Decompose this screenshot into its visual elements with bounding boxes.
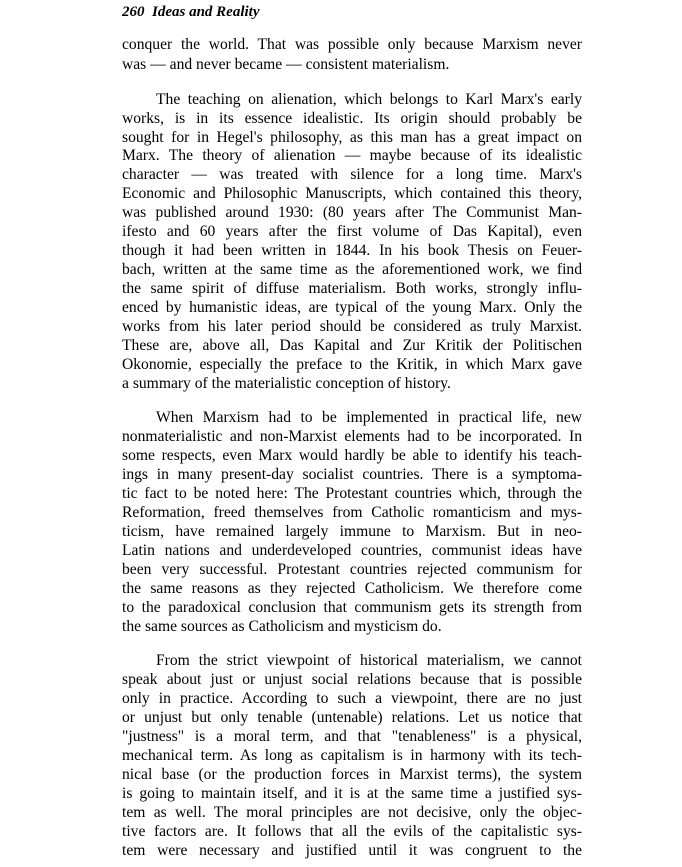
text-line: From the strict viewpoint of historical materialism, we cannot: [156, 652, 582, 669]
text-line: a summary of the materialistic conception of history.: [122, 375, 451, 392]
text-line: tic fact to be noted here: The Protestant countries which, through the: [122, 485, 582, 502]
text-line: bach, written at the same time as the aforementioned work, we find: [122, 261, 582, 278]
text-line: enced by humanistic ideas, are typical of the young Marx. Only the: [122, 299, 582, 316]
text-line: tive factors are. It follows that all the evils of the capitalistic sys-: [122, 823, 582, 840]
text-line: When Marxism had to be implemented in practical life, new: [156, 409, 582, 426]
text-line: nical base (or the production forces in Marxist terms), the system: [122, 766, 582, 783]
page-number: 260: [122, 4, 145, 20]
text-line: some respects, even Marx would hardly be able to identify his teach-: [122, 447, 582, 464]
text-line: ifesto and 60 years after the first volume of Das Kapital), even: [122, 223, 582, 240]
text-line: is going to maintain itself, and it is at the same time a justified sys-: [122, 785, 582, 802]
text-line: or unjust but only tenable (untenable) relations. Let us notice that: [122, 709, 582, 726]
text-line: though it had been written in 1844. In his book Thesis on Feuer-: [122, 242, 582, 259]
text-line: been very successful. Protestant countries rejected communism for: [122, 561, 582, 578]
text-line: the same reasons as they rejected Catholicism. We therefore come: [122, 580, 582, 597]
text-line: the same sources as Catholicism and mysticism do.: [122, 618, 442, 635]
text-line: the same spirit of diffuse materialism. Both works, strongly influ-: [122, 280, 582, 297]
text-line: These are, above all, Das Kapital and Zur Kritik der Politischen: [122, 337, 582, 354]
running-header: [122, 4, 260, 21]
text-line: Marx. The theory of alienation — maybe because of its idealistic: [122, 147, 582, 164]
text-line: tem were necessary and justified until it was congruent to the: [122, 842, 582, 859]
text-line: The teaching on alienation, which belongs to Karl Marx's early: [156, 91, 582, 108]
text-line: works, is in its essence idealistic. Its origin should probably be: [122, 110, 582, 127]
text-line: Okonomie, especially the preface to the Kritik, in which Marx gave: [122, 356, 582, 373]
text-line: mechanical term. As long as capitalism is in harmony with its tech-: [122, 747, 582, 764]
text-line: "justness" is a moral term, and that "tenableness" is a physical,: [122, 728, 582, 745]
text-line: character — was treated with silence for a long time. Marx's: [122, 166, 582, 183]
text-line: works from his later period should be considered as truly Marxist.: [122, 318, 582, 335]
text-line: Latin nations and underdeveloped countries, communist ideas have: [122, 542, 582, 559]
text-line: tem as well. The moral principles are not decisive, only the objec-: [122, 804, 582, 821]
text-line: ticism, have remained largely immune to Marxism. But in neo-: [122, 523, 582, 540]
text-line: conquer the world. That was possible only because Marxism never: [122, 36, 582, 53]
text-line: Reformation, freed themselves from Catholic romanticism and mys-: [122, 504, 582, 521]
text-line: sought for in Hegel's philosophy, as this man has a great impact on: [122, 129, 582, 146]
text-line: speak about just or unjust social relations because that is possible: [122, 671, 582, 688]
text-line: Economic and Philosophic Manuscripts, which contained this theory,: [122, 185, 582, 202]
text-line: was published around 1930: (80 years after The Communist Man-: [122, 204, 582, 221]
text-line: ings in many present-day socialist countries. There is a symptoma-: [122, 466, 582, 483]
text-line: to the paradoxical conclusion that communism gets its strength from: [122, 599, 582, 616]
text-line: was — and never became — consistent materialism.: [122, 56, 450, 73]
running-title: Ideas and Reality: [152, 4, 260, 20]
text-line: only in practice. According to such a viewpoint, there are no just: [122, 690, 582, 707]
text-line: nonmaterialistic and non-Marxist elements had to be incorporated. In: [122, 428, 582, 445]
